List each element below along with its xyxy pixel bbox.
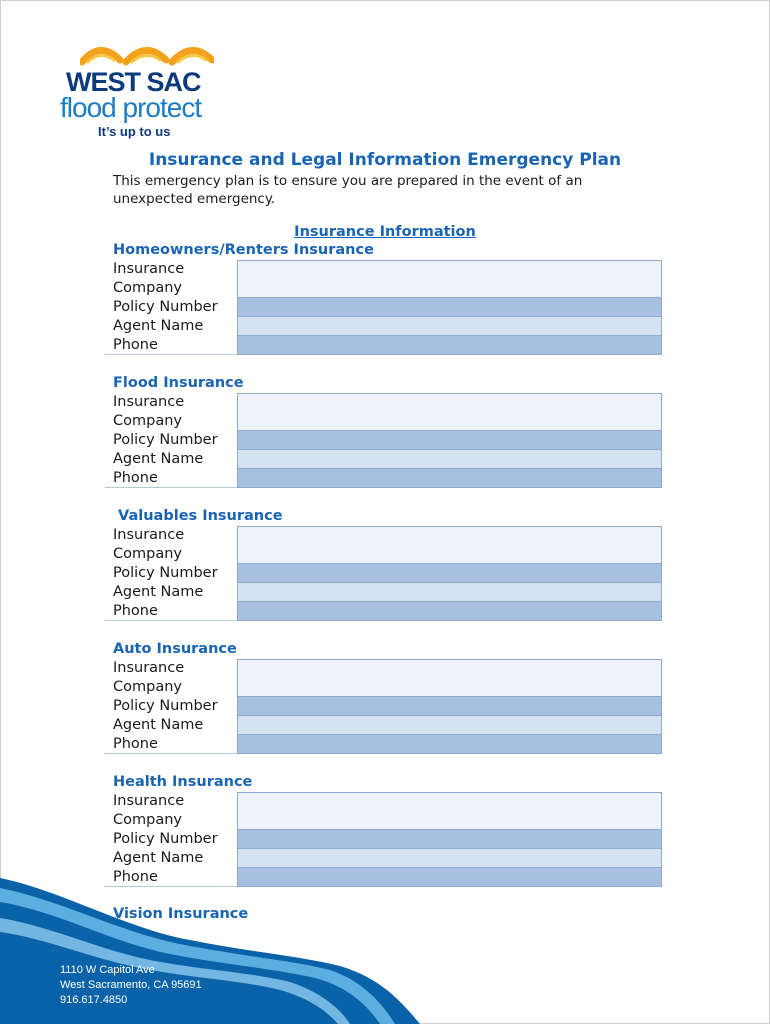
agent-name-field[interactable] — [237, 582, 662, 602]
section-title: Health Insurance — [113, 774, 253, 790]
label-policy-number: Policy Number — [113, 565, 218, 581]
policy-number-field[interactable] — [237, 829, 662, 849]
label-policy-number: Policy Number — [113, 299, 218, 315]
label-insurance: Insurance — [113, 394, 185, 410]
section-divider — [105, 620, 237, 621]
label-agent-name: Agent Name — [113, 717, 204, 733]
label-agent-name: Agent Name — [113, 318, 204, 334]
logo-text-west-sac: WEST SAC — [66, 67, 201, 97]
intro-text: This emergency plan is to ensure you are prepared in the event of an unexpected emergency. — [113, 173, 583, 207]
auto-insurance-section — [105, 641, 665, 769]
agent-name-field[interactable] — [237, 449, 662, 469]
footer-address — [60, 963, 202, 1008]
section-divider — [105, 354, 237, 355]
label-agent-name: Agent Name — [113, 850, 204, 866]
insurance-company-field[interactable] — [237, 260, 662, 298]
label-company: Company — [113, 413, 182, 429]
address-city: West Sacramento, CA 95691 — [60, 979, 202, 991]
label-insurance: Insurance — [113, 660, 185, 676]
homeowners-insurance-section — [105, 242, 665, 370]
address-street: 1110 W Capitol Ave — [60, 964, 155, 976]
policy-number-field[interactable] — [237, 696, 662, 716]
vision-insurance-title: Vision Insurance — [113, 906, 249, 922]
label-policy-number: Policy Number — [113, 432, 218, 448]
policy-number-field[interactable] — [237, 430, 662, 450]
document-title: Insurance and Legal Information Emergency Plan — [148, 150, 622, 170]
insurance-company-field[interactable] — [237, 393, 662, 431]
section-title: Valuables Insurance — [113, 508, 283, 524]
label-agent-name: Agent Name — [113, 451, 204, 467]
wave-arcs-icon — [80, 40, 214, 66]
label-agent-name: Agent Name — [113, 584, 204, 600]
insurance-information-heading: Insurance Information — [294, 224, 476, 240]
policy-number-field[interactable] — [237, 297, 662, 317]
label-insurance: Insurance — [113, 261, 185, 277]
label-phone: Phone — [113, 736, 158, 752]
section-title: Flood Insurance — [113, 375, 244, 391]
phone-field[interactable] — [237, 734, 662, 754]
label-insurance: Insurance — [113, 527, 185, 543]
insurance-company-field[interactable] — [237, 792, 662, 830]
label-company: Company — [113, 812, 182, 828]
label-company: Company — [113, 280, 182, 296]
label-insurance: Insurance — [113, 793, 185, 809]
phone-field[interactable] — [237, 601, 662, 621]
valuables-insurance-section — [105, 508, 665, 636]
logo-text-flood-protect: flood protect — [60, 92, 202, 123]
label-company: Company — [113, 679, 182, 695]
phone-field[interactable] — [237, 468, 662, 488]
section-divider — [105, 753, 237, 754]
section-divider — [105, 487, 237, 488]
phone-field[interactable] — [237, 335, 662, 355]
policy-number-field[interactable] — [237, 563, 662, 583]
label-policy-number: Policy Number — [113, 831, 218, 847]
logo-tagline: It’s up to us — [98, 124, 171, 139]
address-phone: 916.617.4850 — [60, 994, 128, 1006]
label-policy-number: Policy Number — [113, 698, 218, 714]
agent-name-field[interactable] — [237, 715, 662, 735]
agent-name-field[interactable] — [237, 316, 662, 336]
label-phone: Phone — [113, 337, 158, 353]
section-title: Homeowners/Renters Insurance — [113, 242, 374, 258]
insurance-company-field[interactable] — [237, 659, 662, 697]
label-phone: Phone — [113, 869, 158, 885]
west-sac-logo — [58, 40, 228, 140]
insurance-company-field[interactable] — [237, 526, 662, 564]
label-phone: Phone — [113, 603, 158, 619]
label-phone: Phone — [113, 470, 158, 486]
label-company: Company — [113, 546, 182, 562]
flood-insurance-section — [105, 375, 665, 503]
section-title: Auto Insurance — [113, 641, 237, 657]
